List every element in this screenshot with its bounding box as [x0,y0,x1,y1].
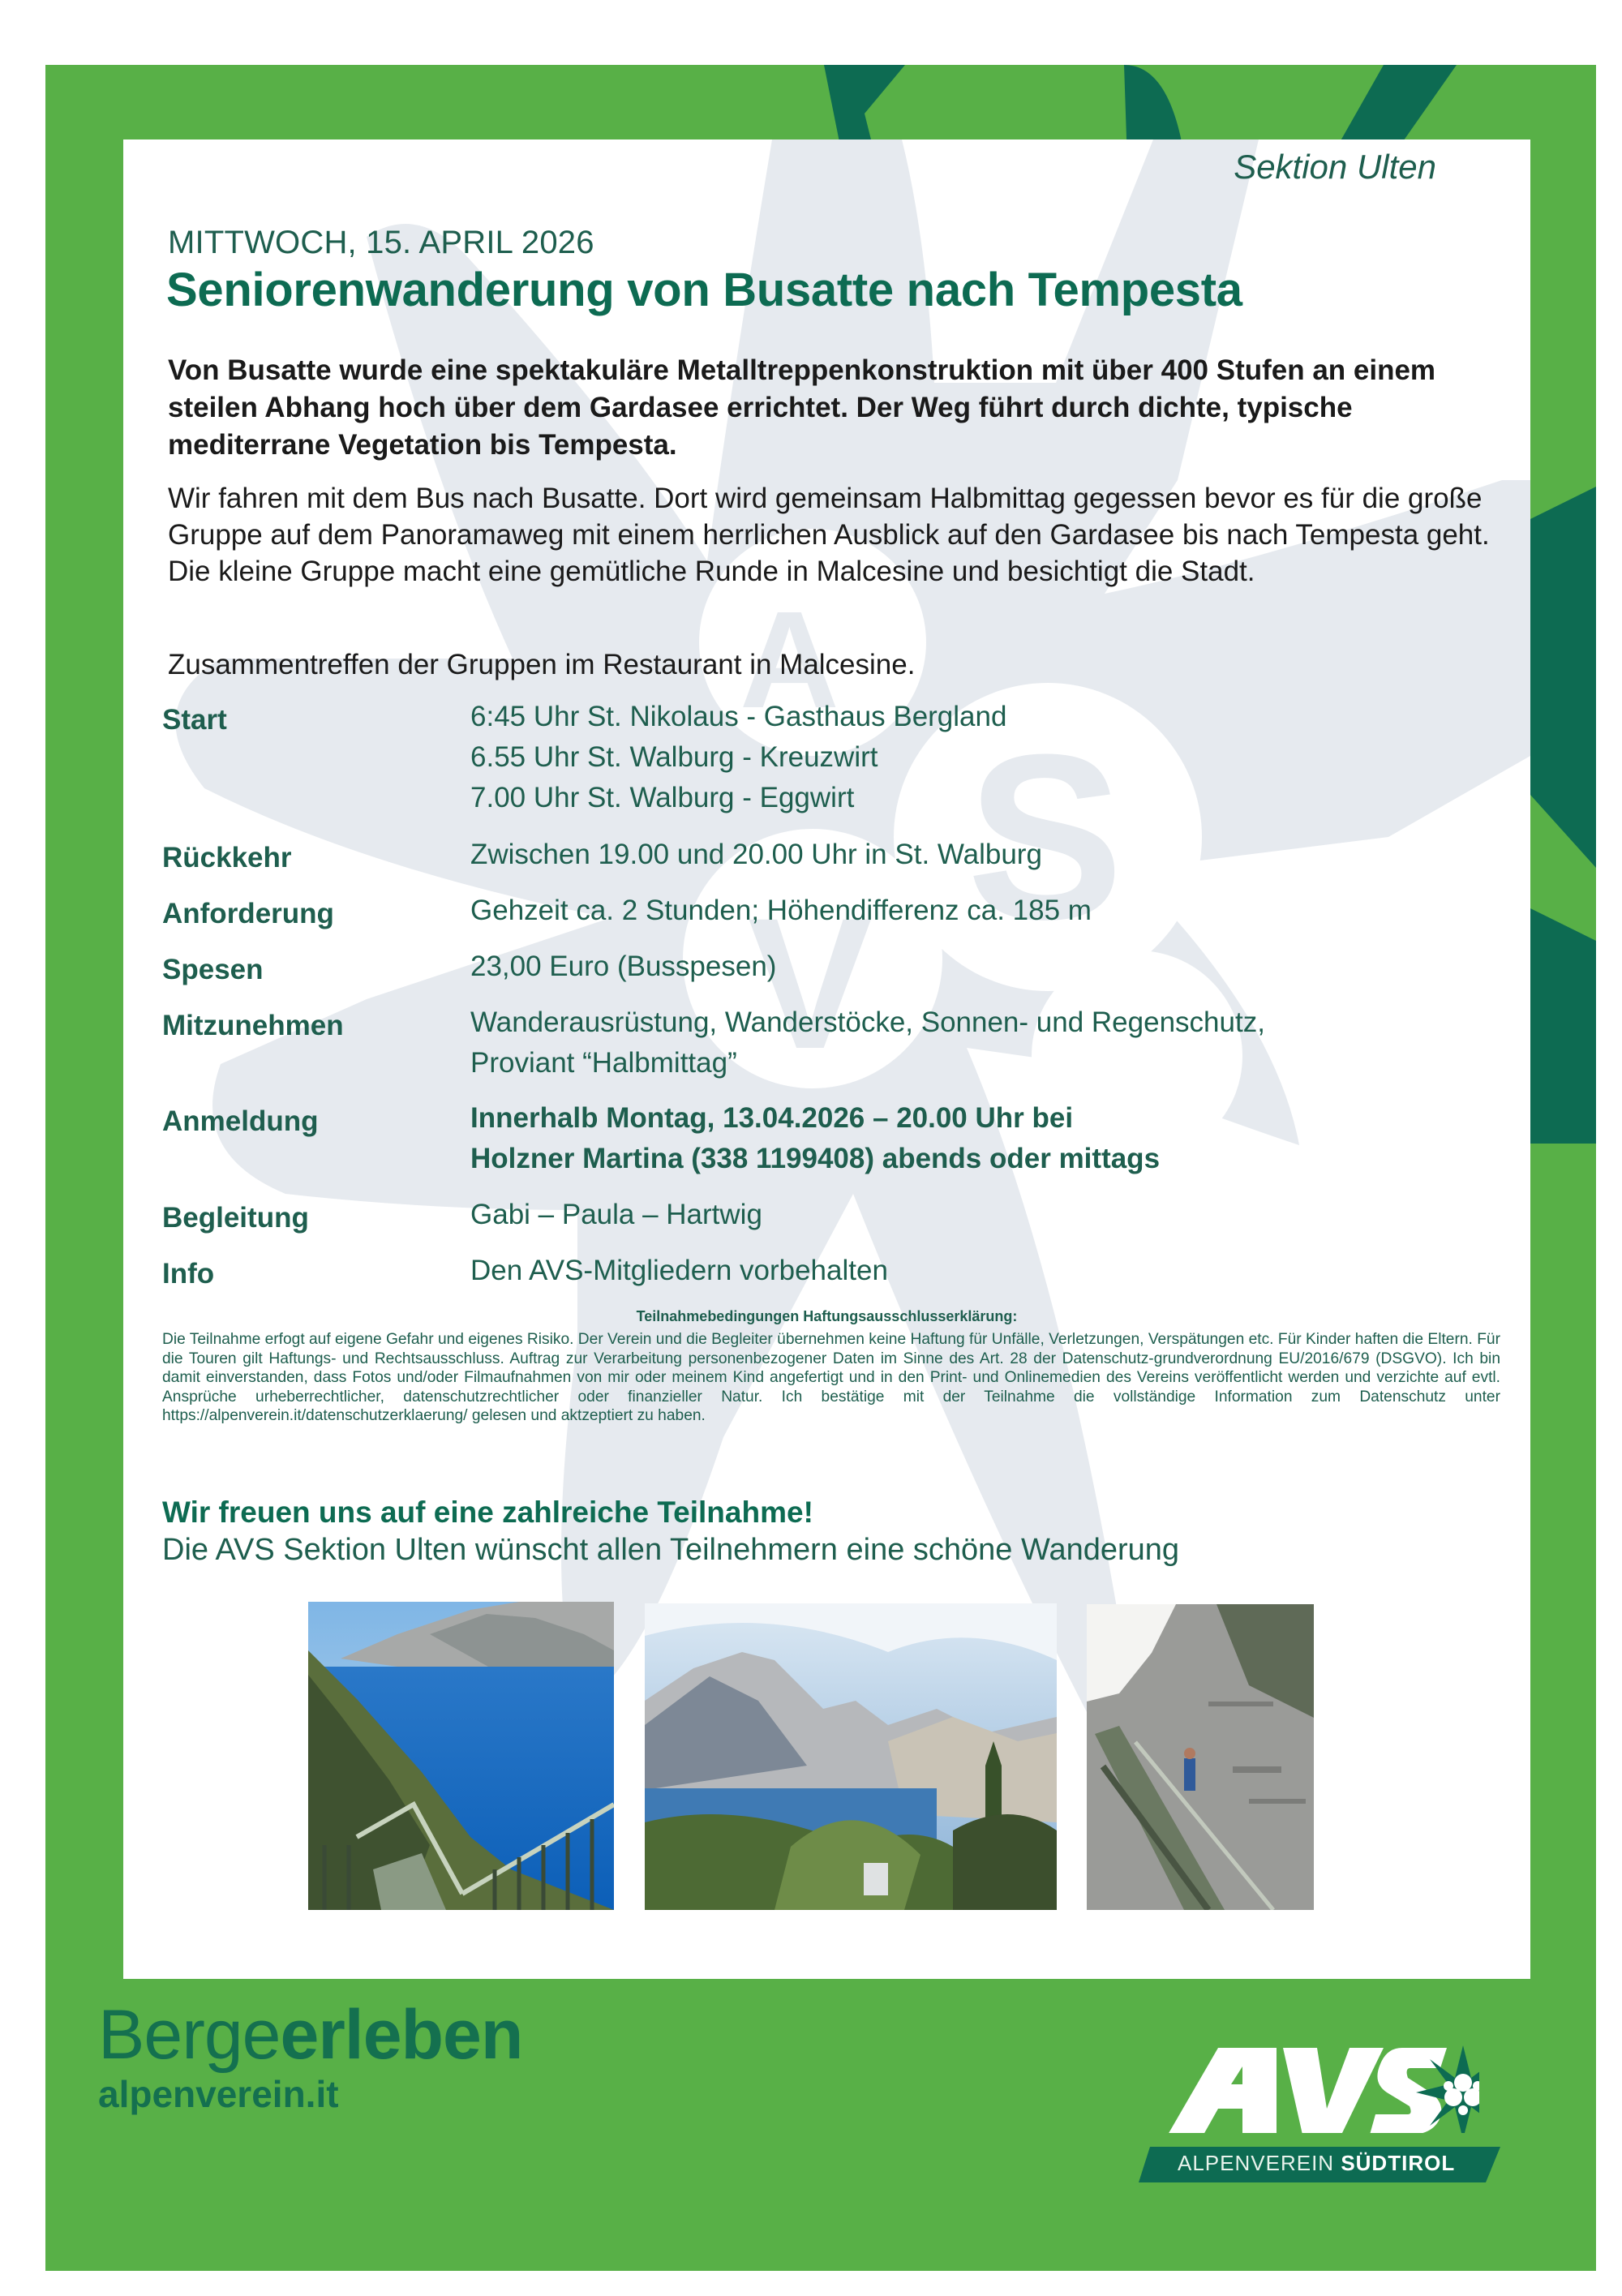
bring-values [470,1002,1265,1084]
start-time-3: 7.00 Uhr St. Walburg - Eggwirt [470,782,855,813]
info-label: Info [162,1258,215,1290]
avs-letters [1090,1971,1447,2133]
watermark-letter-a: A [740,583,839,737]
frame-petal-right-lower [1530,908,1596,1144]
requirement-label: Anforderung [162,898,334,929]
info-value: Den AVS-Mitgliedern vorbehalten [470,1255,888,1286]
photo-lake-panorama [645,1603,1057,1910]
start-time-2: 6.55 Uhr St. Walburg - Kreuzwirt [470,741,878,773]
photo-lake-stairs [308,1602,614,1910]
start-label: Start [162,704,227,736]
bring-line-2: Proviant “Halbmittag” [470,1047,737,1079]
terms-text: Die Teilnahme erfogt auf eigene Gefahr und eigenes Risiko. Der Verein und die Begleiter übernehmen keine Haftung für Unfälle, Verletzungen, Verspätungen etc. Für Kinder haften die Eltern. Für die Touren gilt Haftungs- und Rechtsausschluss. Auftrag zur Verarbeitung personenbezogener Daten im Sinne des Art. 28 der Datenschutz-grundverordnung EU/2016/679 (DSGVO). Ich bin damit einverstanden, dass Fotos und/oder Filmaufnahmen von mir oder meinem Kind angefertigt und in den Print- und Onlinemedien des Vereins veröffentlicht werden und verzichte auf evtl. Ansprüche urheberrechtlicher, datenschutzrechtlicher oder finanzieller Natur. Ich bestätige mit der Teilnahme die vollständige Information zum Datenschutz unter https://alpenverein.it/datenschutzerklaerung/ gelesen und aktzeptiert zu haben. [162,1331,1500,1424]
terms-heading: Teilnahmebedingungen Haftungsausschlusserklärung: [636,1308,1018,1324]
guides-value: Gabi – Paula – Hartwig [470,1199,762,1230]
slogan-light: Berge [98,1996,281,2074]
registration-label: Anmeldung [162,1105,319,1137]
registration-line-2: Holzner Martina (338 1199408) abends oder mittags [470,1143,1161,1174]
start-time-1: 6:45 Uhr St. Nikolaus - Gasthaus Bergland [470,701,1007,732]
closing-headline: Wir freuen uns auf eine zahlreiche Teilnahme! [162,1496,813,1529]
footer-slogan [98,1995,522,2075]
return-value: Zwischen 19.00 und 20.00 Uhr in St. Walburg [470,839,1042,870]
banner-bold: SÜDTIROL [1341,2151,1456,2175]
description-paragraph [168,480,1498,590]
registration-line-1: Innerhalb Montag, 13.04.2026 – 20.00 Uhr bei [470,1102,1074,1134]
photo-cliff-stairs [1087,1604,1314,1910]
return-label: Rückkehr [162,842,292,873]
meeting-text: Zusammentreffen der Gruppen im Restaurant in Malcesine. [168,649,916,680]
avs-banner-text [1178,2151,1455,2176]
costs-value: 23,00 Euro (Busspesen) [470,951,777,982]
photo-lake-stairs-icon [308,1602,614,1910]
banner-light: ALPENVEREIN [1178,2151,1335,2175]
frame-petal-right-upper [1530,487,1596,868]
photo-lake-panorama-icon [645,1603,1057,1910]
small-group-text: Die kleine Gruppe macht eine gemütliche Runde in Malcesine und besichtigt die Stadt. [168,556,1255,587]
registration-values [470,1098,1160,1179]
event-date: MITTWOCH, 15. APRIL 2026 [168,225,594,260]
closing-wish: Die AVS Sektion Ulten wünscht allen Teilnehmern eine schöne Wanderung [162,1533,1180,1567]
slogan-bold: erleben [280,1996,523,2074]
intro-paragraph: Von Busatte wurde eine spektakuläre Metalltreppenkonstruktion mit über 400 Stufen an einem steilen Abhang hoch über dem Gardasee errichtet. Der Weg führt durch dichte, typische mediterrane Vegetation bis Tempesta. [168,354,1436,461]
watermark-letter-v: V [748,879,873,1088]
content-panel [123,139,1530,1979]
photo-cliff-stairs-icon [1087,1604,1314,1910]
watermark-letter-s: S [967,706,1124,968]
costs-label: Spesen [162,954,264,985]
bring-label: Mitzunehmen [162,1010,344,1041]
section-name: Sektion Ulten [1234,148,1436,186]
description-text: Wir fahren mit dem Bus nach Busatte. Dort wird gemeinsam Halbmittag gegessen bevor es für die große Gruppe auf dem Panoramaweg mit einem herrlichen Ausblick auf den Gardasee bis nach Tempesta geht. [168,483,1490,551]
avs-logo [1090,1971,1479,2133]
bring-line-1: Wanderausrüstung, Wanderstöcke, Sonnen- und Regenschutz, [470,1006,1265,1038]
event-title: Seniorenwanderung von Busatte nach Tempesta [166,264,1242,316]
start-values [470,697,1006,818]
requirement-value: Gehzeit ca. 2 Stunden; Höhendifferenz ca. 185 m [470,895,1092,926]
footer-url: alpenverein.it [98,2073,339,2115]
guides-label: Begleitung [162,1202,309,1234]
